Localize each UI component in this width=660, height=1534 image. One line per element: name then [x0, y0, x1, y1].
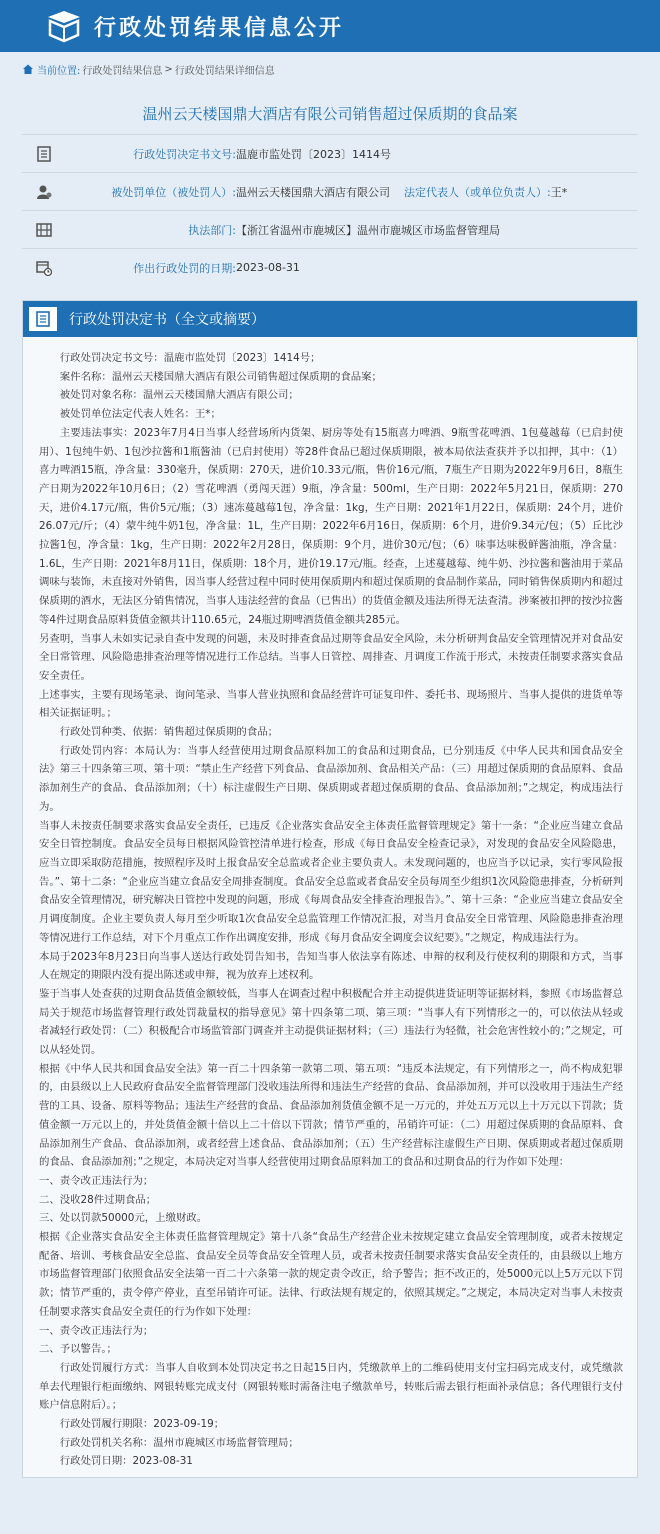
- decision-paragraph: 上述事实，主要有现场笔录、询问笔录、当事人营业执照和食品经营许可证复印件、委托书、现场照片、当事人提供的进货单等相关证据证明。；: [39, 688, 623, 720]
- breadcrumb-item-detail: 行政处罚结果详细信息: [174, 65, 275, 77]
- document-icon: [36, 311, 50, 327]
- decision-paragraph: 二、没收28件过期食品；: [39, 1193, 157, 1206]
- dept-label: 执法部门:: [188, 223, 236, 237]
- decision-paragraph: 被处罚对象名称：温州云天楼国鼎大酒店有限公司；: [59, 389, 299, 402]
- decision-paragraph: 另查明，当事人未如实记录自查中发现的问题，未及时排查食品过期等食品安全风险，未分析研判食品安全管理情况并对食品安全日常管理、风险隐患排查治理等情况进行工作总结。当事人日管控、周排查、月调度工作流于形式，未按责任制要求落实食品安全责任。: [39, 632, 623, 682]
- decision-paragraph: 根据《企业落实食品安全主体责任监督管理规定》第十八条“食品生产经营企业未按规定建立食品安全管理制度，或者未按规定配备、培训、考核食品安全总监、食品安全员等食品安全管理人员，或者未按责任制要求落实食品安全责任的，由县级以上地方市场监督管理部门依照食品安全法第一百二十六条第一款的规定责令改正，给予警告；拒不改正的，处5000元以上5万元以下罚款；情节严重的，责令停产停业，直至吊销许可证。法律、行政法规有规定的，依照其规定。”之规定，本局决定对当事人未按责任制要求落实食品安全责任的行为作如下处理：: [39, 1231, 623, 1318]
- decision-paragraph: 鉴于当事人处查获的过期食品货值金额较低，当事人在调查过程中积极配合并主动提供进货证明等证据材料，参照《市场监督总局关于规范市场监督管理行政处罚裁量权的指导意见》第十四条第二项、第三项：“当事人有下列情形之一的，可以依法从轻或者减轻行政处罚：（二）积极配合市场监管部门调查并主动提供证据材料；（三）违法行为轻微，社会危害性较小的；”之规定，可以从轻处罚。: [39, 987, 623, 1057]
- breadcrumb-label: 当前位置:: [37, 65, 81, 77]
- party-label: 被处罚单位（被处罚人）:: [111, 185, 236, 199]
- decision-panel: [22, 300, 638, 1478]
- decision-paragraph: 三、处以罚款50000元，上缴财政。: [39, 1212, 208, 1225]
- breadcrumb-separator: >: [164, 63, 173, 75]
- info-row-date: [22, 249, 638, 286]
- site-title: 行政处罚结果信息公开: [94, 15, 345, 41]
- decision-paragraph: 行政处罚种类、依据：销售超过保质期的食品；: [59, 726, 278, 739]
- date-value: 2023-08-31: [236, 261, 300, 274]
- building-icon: [36, 223, 52, 237]
- user-icon: [36, 184, 52, 200]
- decision-paragraph: 当事人未按责任制要求落实食品安全责任，已违反《企业落实食品安全主体责任监督管理规定》第十一条：“企业应当建立食品安全日管控制度。食品安全员每日根据风险管控清单进行检查，形成《每日食品安全检查记录》，对发现的食品安全风险隐患，应当立即采取防范措施，按照程序及时上报食品安全总监或者企业主要负责人。未发现问题的，也应当予以记录，实行零风险报告。”、第十二条：“企业应当建立食品安全周排查制度。食品安全总监或者食品安全员每周至少组织1次风险隐患排查，分析研判食品安全管理情况，研究解决日管控中发现的问题，形成《每周食品安全排查治理报告》。”、第十三条：“企业应当建立食品安全月调度制度。企业主要负责人每月至少听取1次食品安全总监管理工作情况汇报，对当月食品安全日常管理、风险隐患排查治理等情况进行工作总结，对下个月重点工作作出调度安排，形成《每月食品安全调度会议纪要》。”之规定，构成违法行为。: [39, 819, 623, 944]
- dept-value: 【浙江省温州市鹿城区】温州市鹿城区市场监督管理局: [236, 223, 500, 237]
- breadcrumb: [0, 52, 660, 86]
- date-label: 作出行政处罚的日期:: [133, 261, 236, 275]
- decision-paragraph: 根据《中华人民共和国食品安全法》第一百二十四条第一款第二项、第五项：“违反本法规定，有下列情形之一，尚不构成犯罪的，由县级以上人民政府食品安全监督管理部门没收违法所得和违法生产经营的食品、食品添加剂，并可以没收用于违法生产经营的工具、设备、原料等物品；违法生产经营的食品、食品添加剂货值金额不足一万元的，并处五万元以上十万元以下罚款；货值金额一万元以上的，并处货值金额十倍以上二十倍以下罚款；情节严重的，吊销许可证：（二）用超过保质期的食品原料、食品添加剂生产食品、食品添加剂，或者经营上述食品、食品添加剂；（五）生产经营标注虚假生产日期、保质期或者超过保质期的食品、食品添加剂；”之规定，本局决定对当事人经营使用过期食品原料加工的食品和过期食品的行为作如下处理：: [39, 1062, 623, 1169]
- decision-paragraph: 行政处罚机关名称：温州市鹿城区市场监督管理局；: [59, 1436, 299, 1449]
- document-icon: [37, 146, 51, 162]
- calendar-clock-icon: [36, 260, 52, 276]
- decision-paragraph: 一、责令改正违法行为；: [39, 1324, 154, 1337]
- book-icon: [44, 9, 84, 43]
- decision-paragraph: 行政处罚履行期限：2023-09-19；: [59, 1418, 225, 1431]
- doc-number-label: 行政处罚决定书文号:: [133, 147, 236, 161]
- info-row-party: [22, 173, 638, 210]
- decision-paragraph: 案件名称：温州云天楼国鼎大酒店有限公司销售超过保质期的食品案；: [59, 370, 382, 383]
- decision-body: [23, 337, 637, 1477]
- party-value: 温州云天楼国鼎大酒店有限公司: [236, 185, 390, 199]
- decision-paragraph: 主要违法事实：2023年7月4日当事人经营场所内货架、厨房等处有15瓶喜力啤酒、9瓶雪花啤酒、1包蔓越莓（已启封使用）、1包纯牛奶、1包沙拉酱和1瓶酱油（已启封使用）等28件食品已超过保质期限，被本局依法查获并予以扣押，其中：（1）喜力啤酒15瓶，净含量：330毫升，保质期：270天，进价10.33元/瓶，售价16元/瓶，7瓶生产日期为2022年9月6日，8瓶生产日期为2022年10月6日；（2）雪花啤酒（勇闯天涯）9瓶，净含量：500ml，生产日期：2022年5月21日，保质期：270天，进价4.17元/瓶，售价5元/瓶；（3）速冻蔓越莓1包，净含量：1kg，生产日期：2021年1月22日，保质期：24个月，进价26.07元/斤；（4）蒙牛纯牛奶1包，净含量：1L，生产日期：2022年6月16日，保质期：6个月，进价9.34元/包；（5）丘比沙拉酱1包，净含量：1kg，生产日期：2022年2月28日，保质期：9个月，进价30元/包；（6）味事达味极鲜酱油瓶，净含量：1.6L，生产日期：2021年8月11日，保质期：18个月，进价19.17元/瓶。经查，上述蔓越莓、纯牛奶、沙拉酱和酱油用于菜品调味与装饰，未直接对外销售，因当事人经营过程中同时使用保质期内和超过保质期的食品制作菜品，同时销售保质期内和超过保质期的酒水，无法区分销售情况，当事人违法经营的食品（已售出）的货值金额及违法所得无法查清。涉案被扣押的按沙拉酱等4件过期食品原料货值金额共计110.65元，24瓶过期啤酒货值金额共285元。: [39, 426, 623, 626]
- decision-header: [23, 301, 637, 337]
- decision-paragraph: 行政处罚决定书文号：温鹿市监处罚〔2023〕1414号；: [59, 352, 321, 364]
- home-icon: [22, 63, 34, 75]
- legal-rep-value: 王*: [550, 185, 568, 199]
- decision-paragraph: 行政处罚内容：本局认为：当事人经营使用过期食品原料加工的食品和过期食品，已分别违反《中华人民共和国食品安全法》第三十四条第三项、第十项：“禁止生产经营下列食品、食品添加剂、食品相关产品：（三）用超过保质期的食品原料、食品添加剂生产的食品、食品添加剂；（十）标注虚假生产日期、保质期或者超过保质期的食品、食品添加剂；”之规定，构成违法行为。: [39, 744, 623, 813]
- page-title: 温州云天楼国鼎大酒店有限公司销售超过保质期的食品案: [142, 105, 518, 123]
- decision-heading: 行政处罚决定书（全文或摘要）: [69, 312, 265, 328]
- doc-number-value: 温鹿市监处罚〔2023〕1414号: [236, 147, 391, 161]
- decision-paragraph: 被处罚单位法定代表人姓名：王*；: [59, 408, 221, 421]
- info-row-doc-number: [22, 135, 638, 172]
- info-row-dept: [22, 211, 638, 248]
- decision-paragraph: 行政处罚日期：2023-08-31: [59, 1455, 193, 1468]
- legal-rep-label: 法定代表人（或单位负责人）:: [404, 185, 551, 199]
- decision-paragraph: 二、予以警告。；: [39, 1343, 117, 1356]
- decision-paragraph: 本局于2023年8月23日向当事人送达行政处罚告知书，告知当事人依法享有陈述、申辩的权利及行使权利的期限和方式，当事人在规定的期限内没有提出陈述或申辩，视为放弃上述权利。: [39, 950, 623, 982]
- site-header: [0, 0, 660, 52]
- decision-paragraph: 一、责令改正违法行为；: [39, 1174, 154, 1187]
- decision-paragraph: 行政处罚履行方式：当事人自收到本处罚决定书之日起15日内，凭缴款单上的二维码使用支付宝扫码完成支付，或凭缴款单去代理银行柜面缴纳、网银转账完成支付（网银转账时需备注电子缴款单号，转账后需去银行柜面补录信息；各代理银行支付账户信息附后）。；: [39, 1361, 623, 1412]
- breadcrumb-item-results[interactable]: 行政处罚结果信息: [82, 65, 163, 77]
